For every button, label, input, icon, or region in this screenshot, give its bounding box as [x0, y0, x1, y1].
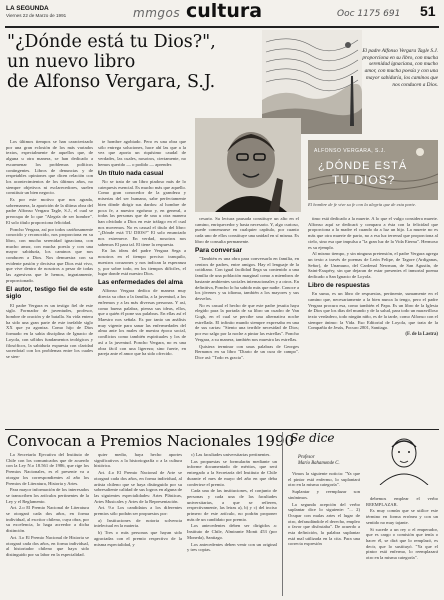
paragraph: Las propuestas se formularán mediante un informe documentado de méritos, que será entregado a la Secretaría del Instituto de Chile durante el mes de mayo del año en que deba conferirse el premio. [187, 458, 277, 487]
masthead-rule [5, 26, 439, 28]
handwritten-stamp-right: Ooc 1175 691 [337, 9, 401, 19]
paragraph: Alfonso Vergara dedica de manera muy directa su obra a la familia, a la juventud, a los enfermos y a las más diversas personas. Y así, como buena palabra, piensa sus ideas, ellos, que a quién él pone sus palabras. En ellas así el Maestro nos señala. Es por tanto un análisis muy vigente para sanar las enfermedades del alma ante los males de nuestra época social, conflictos como también espirituales y los de así a la juventud. Poncho Vergara, no es una obra fácil con una ligereza; sino fuerte, en pareja ante el amor que ha sido ofrecido. [98, 288, 186, 357]
section-divider [5, 429, 439, 430]
paragraph: te hombre agobiado. Pero es una obra que sólo entrega soluciones, hace ahí las que a la vez que aporta un riquísimo caudal de verdades, las cuales, nosotros, ciertamente, no hemos querido — o podido — aprender. [98, 139, 186, 167]
paragraph: La segunda acepción del verbo suplantar dice lo siguiente: "... 2) Ocupar con malas artes el lugar de otro, defraudándole el derecho, empleo o favor que disfrutaba". De acuerdo a esta definición, la palabra suplantar está mal utilizada en la cita. Para una correcta expresión [288, 501, 360, 547]
paragraph: Los antecedentes deben venir con un original y tres copias. [187, 541, 277, 553]
paragraph: Poncho Vergara, así por todos cariñosamente conocido y reconocido, nos proporciona en su libro, con mucha serenidad ignaciana, con mucho amor, con mucha poesía y con una mayor sabiduría, los caminos que nos conducen a Dios. Nos demuestra con su evidente pasión y decisiva que Dios está vivo, que vive dentro de nosotros a pesar de todas las agresivas que le hemos, ingratamente, proporcionado. [6, 226, 93, 283]
awards-column-2 [94, 452, 182, 548]
paragraph: Art. 9.o Los candidatos a los diferentes premios sólo podrán ser propuestos por: [94, 505, 182, 517]
article-column-2 [98, 139, 186, 358]
book-author: ALFONSO VERGARA, S.J. [314, 148, 386, 154]
subheading-author-witness: El autor, testigo fiel de este siglo [6, 285, 93, 301]
paragraph: El padre Vergara es un testigo fiel de este siglo. Formador de juventudes, profesor, hombre de oración y de batalla. Su vida entera ha sido una gran parte de este inefable siglo XX que ya agoniza. Como hijo de Dios formado en la sabia disciplina de Ignacio de Loyola, con sólidos fundamentos teológicos y filosóficos, la sabiduría expuesta con claridad sacerdotal con los problemas entre los cuales se sien- [6, 302, 93, 359]
paragraph: En las ideas del padre Vergara Sega a nosotros en el tiempo preciso: tranquilo, nuestros corazones y nos indican la esperanza y, por sobre todo, en los tiempos difíciles, el lugar donde está nuestro Dios. [98, 248, 186, 277]
paragraph: Art. 4.o El Premio Nacional de Arte se otorgará cada dos años, en forma individual, al artista chileno que se haya distinguido por su sobresaliente calidad de sus logros en alguna de las siguientes especialidades: Artes Plásticas, Artes Musicales y Artes de la Representación. [94, 470, 182, 504]
paragraph: En suma, es un libro de respuestas, pertinente, sumamente en el camino que, necesariamente a la bien nunca la tengo, pero el padre Vergara procura esa, como también el Papa. Es un libro de la Iglesia de Dios que los días del mundo y de la salud, para todo un maravilloso texto verdadero, todo ningún niño, es de la tarde, como Alfonso con el siempre ánimo: la Vida. Eso Editorial de Loyola, que trata de la Compañía de Jesús, Pocuro 2801, Santiago. [308, 291, 439, 331]
pull-quote: El padre Alfonso Vergara Tagle S.J. proporciona en su libro, con mucha serenidad ignaciana, con mucho amor, con mucha poesía y con una mayor sabiduría, los caminos que nos conducen a Dios. [362, 48, 438, 88]
byline-name: Mario Bahamonde C. [298, 461, 340, 466]
article-column-3 [195, 216, 299, 362]
byline-role: Profesor [298, 455, 315, 460]
se-dice-logo: Se dice [290, 431, 335, 445]
columnist-portrait [370, 433, 434, 485]
paragraph: "También es una obra para conversarla en familia, en centros de padres, entre amigos. Hay el lenguaje de la cotidiano. Con igual facilidad llega su contenido a una familia de una población marginal como a miembros de bastante ambientes sociales internacionales y a otros. En definitiva, Poncho lo ha sabido más que nadie. Conoce a los jóvenes y su idioma, también a los mayores y sus desvelos. [195, 256, 299, 301]
paragraph: Los últimos tiempos se han caracterizado por una gran eclosión de los más variados textos, especialmente de aquellos que, de alguna u otra manera, se han dedicado a escarmenar los problemas políticos contingentes. Libros de denuncias y de respetables opiniones que dicen relación con los acontecimientos de los últimos años, no siempre objetivos ni esclarecedores, suelen constituir un bien negocio. [6, 139, 93, 196]
newspaper-name: LA SEGUNDA [6, 5, 49, 12]
headline-line-3: de Alfonso Vergara, S.J. [7, 72, 216, 92]
book-title-line-2: TU DIOS? [332, 173, 396, 187]
section-name: cultura [186, 0, 263, 22]
book-title-line-1: ¿DÓNDE ESTÁ [318, 160, 408, 172]
paragraph: quier medio, haya hecho aportes significativos a la historiografía o a la cultura histórica. [94, 452, 182, 469]
paragraph: b) Tres o más personas que hayan sido agraciadas con el premio respectivo de la misma especialidad, y [94, 530, 182, 547]
paragraph: Al mismo tiempo, y sin ninguna pretensión, el padre Vergara agrega un texto a través de poemas de León Felipe, de Tagore (Ardiganas, Señor), de Unamuno, del Cardenal Newman, de San Agustín, de Saint-Exupéry, sin que dejaran de estar presentes el inmortal poema dedicado a San Ignacio de Loyola. [308, 251, 438, 280]
article-signature: (F. de la Lastra) [405, 332, 438, 338]
awards-column-3 [187, 452, 277, 554]
paragraph: No se trata de un libro piadoso más de lo catequesis esencial. Es mucho más que aquello. Como gran conocedor de la grandeza y miserias del ser humano, sabe perfectamente bien dónde dirigir sus dardos: al hombre de poca fe, a nuestro egoísmo y, en general, a todas las personas que de una u otra manera han olvidado a Dios en este tráfago en el cual nos movemos. No es casual el título del libro: "¿Dónde está TU DIOS?" El solo enunciado nos estremece. En verdad, nosotros nos sabemos El para tal. El tiene la respuesta. [98, 179, 186, 247]
paragraph: Suplantar y reemplazar son sinónimos. [288, 489, 360, 500]
book-cover [308, 140, 438, 200]
article-column-1 [6, 139, 93, 361]
column-divider [282, 432, 283, 596]
se-dice-column-b [366, 496, 438, 562]
page-number: 51 [420, 3, 436, 19]
paragraph: Cada una de las instituciones, el conjunto de personas y cada una de las facultades universitarias, a que se refieren, respectivamente, las letras a), b) y c) del inciso primero de este artículo, no podrán proponer más de un candidato por premio. [187, 488, 277, 522]
paragraph: Es por este motivo que nos agrada, sobremanera, la aparición de la última obra del padre Alfonso Vergara Tagle, S.J., el cual se preocupa de lo que "Alegría de ser hombre". El solo título proporciona felicidad. [6, 197, 93, 225]
paragraph: debemos emplear el verbo REEMPLAZAR. [366, 496, 438, 507]
paragraph: Vimos la siguiente noticia: "Ya que el pintor está enfermo, lo suplantará otro en la misma categoría". [288, 471, 360, 488]
issue-date: Viernes 22 de Marzo de 1991 [6, 13, 67, 18]
paragraph: cesario. Su lectura pausada constituye un alto en el camino, enriquecedor y hasta necesario. Y, algo curioso, puede comenzarse en cualquier capítulo, por cuanto cada uno de ellos constituye una unidad en sí misma. Es libro de consulta permanente. [195, 216, 299, 244]
handwritten-stamp-left: mmgos [133, 6, 181, 20]
paragraph: timo está dedicado a la muerte. A lo que el vulgo considera muerte. Alfonso aquí se dedicará y compara a ésta con la felicidad que proporciona a la madre el cuando da a luz un hijo. La muerte no es más que otra muerte de parto, no a esa luz terrenal que proporciona al cielo, sino esa que impulsa a "la gran luz de la Vida Eterna". Hermoso es su ejemplo. [308, 216, 438, 250]
paragraph: Los antecedentes deben ser dirigidos a: Instituto de Chile, Almirante Montt 453 (por Moneda), Santiago. [187, 523, 277, 540]
paragraph: c) Las facultades universitarias pertinentes. [191, 452, 271, 457]
awards-headline: Convocan a Premios Nacionales 1990 [7, 432, 295, 450]
author-photo [195, 118, 301, 212]
paragraph: Art. 2.o El Premio Nacional de Literatura se otorgará cada dos años, en forma individual, al escritor chileno, cuya obra, por su excelencia, lo haga acreedor a dicha distinción. [6, 505, 89, 534]
paragraph: Para mayor información de los interesados se transcriben los artículos pertinentes de la Ley y el Reglamento. [6, 487, 89, 504]
awards-column-1 [6, 452, 89, 559]
author-portrait [195, 118, 301, 212]
paragraph: Si sucede a un rey o el emperador, que es cargo o comisión que tenía o hacer él, se dirá que lo remplazó, es decir, que lo sustituyó. "Ya que el pintor está enfermo, lo reemplazará otro en la misma categoría". [366, 526, 438, 561]
paragraph: Quisiera terminar con unas palabras de Georges Bernanos en su libro "Diario de un cura de campo". Dice así: "Todo es gracia". [195, 343, 299, 360]
paragraph: Es muy común que se utilice este término en forma errónea y con un sentido no muy tajante. [366, 508, 438, 525]
subheading-answers: Libro de respuestas [308, 281, 370, 289]
subheading-conversation: Para conversar [195, 246, 242, 254]
columnist-sketch [370, 433, 434, 485]
subheading-illness-of-soul: Las enfermedades del alma [98, 278, 183, 286]
paragraph: La Secretaría Ejecutiva del Instituto de Chile con los comunicados que de acuerdo con la Ley N.o 18.561 de 1986, que rige los Premios Nacionales, es el presente va a otorgar los correspondientes al año los Premios de Literatura, Historia y Artes. [6, 452, 89, 486]
subheading-title: Un título nada casual [98, 169, 164, 177]
photo-caption: El hombre de fe vive su fe con la alegría que de esta parte. [308, 202, 417, 207]
headline-line-1: "¿Dónde está tu Dios?", [7, 32, 216, 52]
paragraph: a) Instituciones de notoria solvencia intelectual en la materia. [94, 517, 182, 529]
paragraph: Art. 3.o El Premio Nacional de Historia se otorgará cada dos años, en forma individual, al historiador chileno que haya sido distinguido por su labor en la especialidad. [6, 534, 89, 557]
article-column-4 [308, 216, 438, 338]
se-dice-column-a [288, 471, 360, 548]
headline-line-2: un nuevo libro [7, 52, 136, 72]
paragraph: No es casual el hecho de que este padre jesuita haya elegido para la portada de su libro un cuadro de Van Gogh, en el cual se percibe una alternativa noche estrellada. El infinito mundo siempre expresaba en una de sus cartas: "Siento una terrible necesidad de Dios; por eso salgo por la noche a pintar las estrellas". Poncho Vergara, a su manera, también nos muestra las estrellas. [195, 302, 299, 342]
